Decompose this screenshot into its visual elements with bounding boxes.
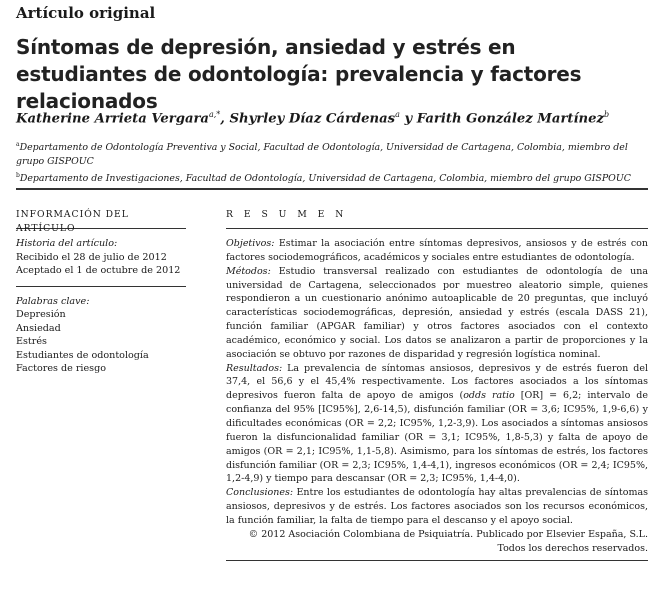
header-divider xyxy=(16,188,648,190)
accepted-date: Aceptado el 1 de octubre de 2012 xyxy=(16,265,181,276)
keyword[interactable]: Estudiantes de odontología xyxy=(16,349,149,361)
abstract-objectives xyxy=(226,237,648,265)
abstract-column xyxy=(226,208,648,561)
article-title: Síntomas de depresión, ansiedad y estrés en estudiantes de odontología: prevalencia y factores relacionados xyxy=(16,35,582,113)
copyright-line: Todos los derechos reservados. xyxy=(497,542,648,554)
author-affiliation-mark[interactable]: a,* xyxy=(208,110,221,119)
author-name[interactable]: Katherine Arrieta Vergara xyxy=(16,111,209,127)
author-affiliation-mark[interactable]: b xyxy=(603,110,610,119)
received-date: Recibido el 28 de julio de 2012 xyxy=(16,251,167,263)
affiliation-text: Departamento de Investigaciones, Facultad de Odontología, Universidad de Cartagena, Colombia, miembro del grupo GISPOUC xyxy=(19,173,631,185)
abstract-results xyxy=(226,362,648,487)
methods-text: Estudio transversal realizado con estudiantes de odontología de una universidad de Cartagena, seleccionados por muestreo aleatorio simple, quienes respondieron a un cuestionario anónimo autoaplicable de 20 preguntas, que incluyó características sociodemográficas, depresión, ansiedad y estrés (escala DASS 21), función familiar (APGAR familiar) y otros factores asociados con el contexto académico, económico y social. Los datos se analizaron a partir de proporciones y la asociación se obtuvo por razones de disparidad y regresión logística nominal. xyxy=(226,265,648,360)
keyword[interactable]: Ansiedad xyxy=(16,322,61,334)
author-separator: y xyxy=(399,111,417,127)
keywords-label: Palabras clave: xyxy=(16,295,90,307)
objectives-label: Objetivos: xyxy=(226,238,275,249)
author-name[interactable]: Farith González Martínez xyxy=(416,111,604,127)
affiliation-marker: b xyxy=(16,172,20,180)
keyword[interactable]: Factores de riesgo xyxy=(16,363,107,374)
keyword[interactable]: Depresión xyxy=(16,309,66,320)
article-info-column xyxy=(16,208,186,376)
keywords-block xyxy=(16,286,186,376)
section-label: Artículo original xyxy=(16,4,156,22)
abstract-body xyxy=(226,237,648,528)
affiliations xyxy=(16,138,656,186)
objectives-text: Estimar la asociación entre síntomas depresivos, ansiosos y de estrés con factores sociodemográficos, académicos y sociales entre estudiantes de odontología. xyxy=(226,238,648,263)
results-text: [OR] = 6,2; intervalo de confianza del 95% [IC95%], 2,6-14,5), disfunción familiar (OR = 3,6; IC95%, 1,9-6,6) y dificultades económicas (OR = 2,2; IC95%, 1,2-3,9). Los asociados a síntomas ansiosos fueron la disfuncionalidad familiar (OR = 3,1; IC95%, 1,8-5,3) y falta de apoyo de amigos (OR = 2,1; IC95%, 1,1-5,8). Asimismo, para los síntomas de estrés, los factores disfunción familiar (OR = 2,3; IC95%, 1,4-4,1), ingresos económicos (OR = 2,4; IC95%, 1,2-4,9) y tiempo para descansar (OR = 2,3; IC95%, 1,4-4,0). xyxy=(226,390,648,485)
conclusions-text: Entre los estudiantes de odontología hay altas prevalencias de síntomas ansiosos, depresivos y de estrés. Los factores asociados son los recursos económicos, la función familiar, la falta de tiempo para el descanso y el apoyo social. xyxy=(226,487,648,526)
affiliation-a xyxy=(16,138,656,169)
author-affiliation-mark[interactable]: a xyxy=(395,110,400,119)
results-label: Resultados: xyxy=(226,362,283,374)
author-list xyxy=(16,110,656,126)
keyword[interactable]: Estrés xyxy=(16,336,47,347)
abstract-conclusions xyxy=(226,486,648,528)
author-name[interactable]: Shyrley Díaz Cárdenas xyxy=(229,111,396,127)
abstract-bottom-divider xyxy=(226,560,648,561)
abstract-heading: R E S U M E N xyxy=(226,208,648,229)
methods-label: Métodos: xyxy=(226,265,271,277)
results-text: La prevalencia de síntomas ansiosos, depresivos y de estrés fueron del 37,4, el 56,6 y el 45,4% respectivamente. Los factores asociados a los síntomas depresivos fueron falta de apoyo de amigos ( xyxy=(226,362,648,402)
affiliation-text: Departamento de Odontología Preventiva y Social, Facultad de Odontología, Universidad de Cartagena, Colombia, miembro del grupo GISPOUC xyxy=(16,142,628,168)
abstract-methods xyxy=(226,265,648,362)
author-separator: , xyxy=(220,111,230,127)
history-label: Historia del artículo: xyxy=(16,238,118,249)
affiliation-marker: a xyxy=(16,141,20,148)
article-info-heading: INFORMACIÓN DEL ARTÍCULO xyxy=(16,208,186,229)
copyright-line: © 2012 Asociación Colombiana de Psiquiatría. Publicado por Elsevier España, S.L. xyxy=(248,528,648,540)
affiliation-b xyxy=(16,169,656,186)
conclusions-label: Conclusiones: xyxy=(226,487,294,499)
copyright-notice xyxy=(226,528,648,556)
odds-ratio-term: odds ratio xyxy=(463,390,515,402)
article-history xyxy=(16,237,186,278)
